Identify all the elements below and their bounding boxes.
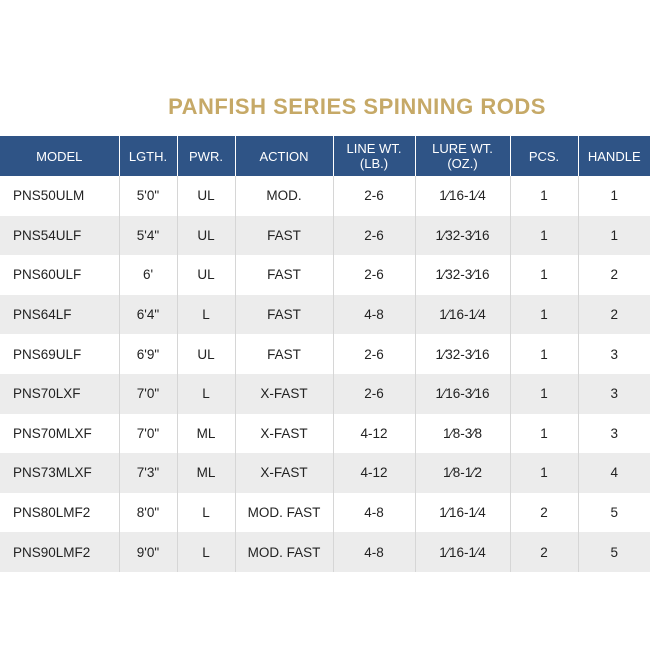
cell-model: PNS54ULF: [0, 216, 119, 256]
cell-handle: 5: [578, 532, 650, 572]
cell-action: X-FAST: [235, 453, 333, 493]
table-row: [0, 334, 650, 374]
cell-pieces: 1: [510, 295, 578, 335]
cell-lure-weight: 1⁄16-1⁄4: [415, 493, 510, 533]
table-row: [0, 374, 650, 414]
cell-model: PNS73MLXF: [0, 453, 119, 493]
cell-length: 6'4": [119, 295, 177, 335]
cell-length: 5'4": [119, 216, 177, 256]
cell-model: PNS70MLXF: [0, 414, 119, 454]
cell-power: L: [177, 295, 235, 335]
spec-table: [0, 136, 650, 572]
cell-action: MOD. FAST: [235, 532, 333, 572]
cell-lure-weight: 1⁄16-1⁄4: [415, 295, 510, 335]
cell-handle: 3: [578, 374, 650, 414]
column-header-pieces: [510, 136, 578, 176]
cell-length: 7'0": [119, 374, 177, 414]
cell-model: PNS70LXF: [0, 374, 119, 414]
cell-line-weight: 4-8: [333, 532, 415, 572]
column-header-length: [119, 136, 177, 176]
cell-length: 7'0": [119, 414, 177, 454]
cell-line-weight: 2-6: [333, 176, 415, 216]
cell-model: PNS60ULF: [0, 255, 119, 295]
cell-power: UL: [177, 334, 235, 374]
cell-power: UL: [177, 216, 235, 256]
cell-line-weight: 2-6: [333, 216, 415, 256]
cell-line-weight: 4-12: [333, 414, 415, 454]
cell-action: FAST: [235, 255, 333, 295]
cell-lure-weight: 1⁄32-3⁄16: [415, 216, 510, 256]
cell-handle: 2: [578, 295, 650, 335]
cell-action: X-FAST: [235, 374, 333, 414]
table-header-row: [0, 136, 650, 176]
cell-pieces: 2: [510, 532, 578, 572]
cell-model: PNS69ULF: [0, 334, 119, 374]
table-row: [0, 493, 650, 533]
cell-action: MOD.: [235, 176, 333, 216]
column-header-label: ACTION: [259, 148, 309, 164]
cell-handle: 1: [578, 176, 650, 216]
column-header-label: PCS.: [528, 148, 560, 164]
cell-lure-weight: 1⁄16-3⁄16: [415, 374, 510, 414]
cell-action: MOD. FAST: [235, 493, 333, 533]
table-body: [0, 176, 650, 572]
cell-pieces: 2: [510, 493, 578, 533]
cell-handle: 3: [578, 334, 650, 374]
column-header-line-weight: [333, 136, 415, 176]
table-row: [0, 453, 650, 493]
cell-lure-weight: 1⁄8-1⁄2: [415, 453, 510, 493]
cell-length: 7'3": [119, 453, 177, 493]
cell-model: PNS90LMF2: [0, 532, 119, 572]
column-header-lure-weight: [415, 136, 510, 176]
cell-line-weight: 4-8: [333, 493, 415, 533]
column-header-handle: [578, 136, 650, 176]
cell-lure-weight: 1⁄16-1⁄4: [415, 176, 510, 216]
cell-length: 6': [119, 255, 177, 295]
cell-model: PNS80LMF2: [0, 493, 119, 533]
cell-power: UL: [177, 176, 235, 216]
cell-pieces: 1: [510, 255, 578, 295]
cell-pieces: 1: [510, 216, 578, 256]
cell-pieces: 1: [510, 414, 578, 454]
cell-length: 8'0": [119, 493, 177, 533]
column-header-label: LURE WT.: [432, 141, 493, 156]
cell-lure-weight: 1⁄16-1⁄4: [415, 532, 510, 572]
cell-line-weight: 2-6: [333, 255, 415, 295]
column-header-model: [0, 136, 119, 176]
cell-length: 5'0": [119, 176, 177, 216]
cell-handle: 3: [578, 414, 650, 454]
column-header-label: LINE WT.: [346, 141, 402, 156]
cell-line-weight: 4-12: [333, 453, 415, 493]
cell-power: ML: [177, 453, 235, 493]
cell-power: L: [177, 493, 235, 533]
cell-power: UL: [177, 255, 235, 295]
column-header-label: LGTH.: [128, 148, 168, 164]
table-row: [0, 176, 650, 216]
page-title: PANFISH SERIES SPINNING RODS: [168, 94, 546, 119]
cell-action: FAST: [235, 216, 333, 256]
cell-handle: 1: [578, 216, 650, 256]
column-header-action: [235, 136, 333, 176]
cell-line-weight: 4-8: [333, 295, 415, 335]
cell-pieces: 1: [510, 176, 578, 216]
cell-line-weight: 2-6: [333, 334, 415, 374]
cell-power: L: [177, 532, 235, 572]
column-header-unit: (LB.): [359, 156, 389, 171]
cell-lure-weight: 1⁄32-3⁄16: [415, 334, 510, 374]
cell-lure-weight: 1⁄32-3⁄16: [415, 255, 510, 295]
cell-length: 6'9": [119, 334, 177, 374]
cell-handle: 2: [578, 255, 650, 295]
cell-length: 9'0": [119, 532, 177, 572]
table-row: [0, 414, 650, 454]
cell-action: X-FAST: [235, 414, 333, 454]
column-header-label: MODEL: [36, 148, 83, 164]
cell-pieces: 1: [510, 334, 578, 374]
cell-pieces: 1: [510, 453, 578, 493]
table-row: [0, 255, 650, 295]
column-header-label: HANDLE: [587, 148, 641, 164]
cell-lure-weight: 1⁄8-3⁄8: [415, 414, 510, 454]
table-row: [0, 216, 650, 256]
table-row: [0, 532, 650, 572]
column-header-unit: (OZ.): [447, 156, 478, 171]
cell-model: PNS64LF: [0, 295, 119, 335]
cell-line-weight: 2-6: [333, 374, 415, 414]
table-row: [0, 295, 650, 335]
cell-handle: 5: [578, 493, 650, 533]
cell-pieces: 1: [510, 374, 578, 414]
column-header-label: PWR.: [189, 148, 223, 164]
cell-power: ML: [177, 414, 235, 454]
cell-power: L: [177, 374, 235, 414]
column-header-power: [177, 136, 235, 176]
cell-action: FAST: [235, 295, 333, 335]
cell-action: FAST: [235, 334, 333, 374]
cell-model: PNS50ULM: [0, 176, 119, 216]
cell-handle: 4: [578, 453, 650, 493]
